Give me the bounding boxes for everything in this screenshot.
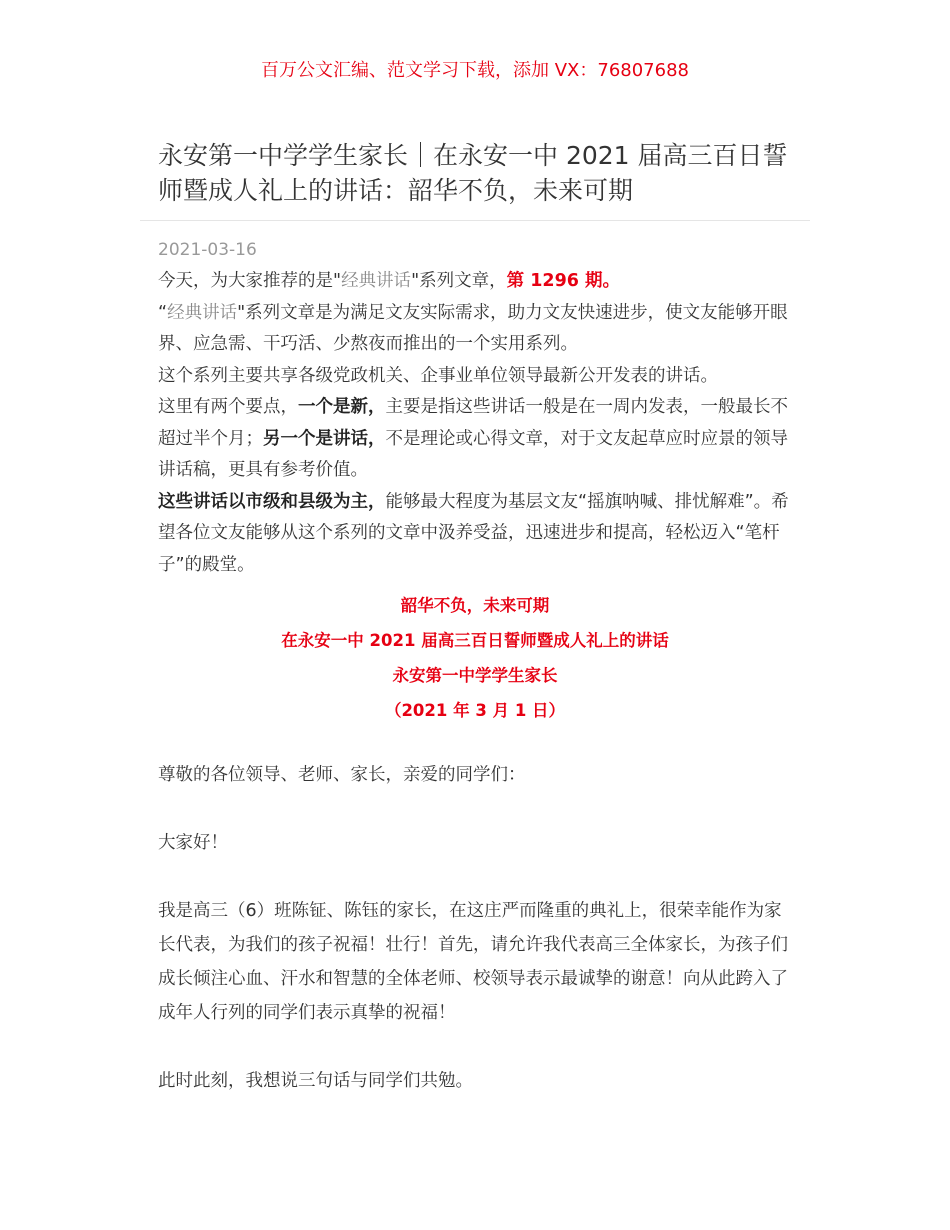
speech-date: （2021 年 3 月 1 日） (384, 701, 566, 720)
intro-paragraph: 这个系列主要共享各级党政机关、企事业单位领导最新公开发表的讲话。 (158, 365, 718, 386)
series-name: 经典讲话 (341, 271, 412, 291)
body-paragraph: 我是高三（6）班陈钲、陈钰的家长，在这庄严而隆重的典礼上，很荣幸能作为家长代表，为我们的孩子祝福！壮行！首先，请允许我代表高三全体家长，为孩子们成长倾注心血、汗水和智慧的全体老师、校领导表示最诚挚的谢意！向从此跨入了成年人行列的同学们表示真挚的祝福！ (158, 901, 788, 1023)
intro-paragraph (158, 298, 794, 361)
intro-paragraph (158, 487, 794, 582)
text: "系列文章是为满足文友实际需求，助力文友快速进步，使文友能够开眼界、应急需、干巧活、少熬夜而推出的一个实用系列。 (158, 302, 788, 354)
intro-paragraph (158, 392, 794, 487)
text: “ (158, 302, 168, 323)
intro-section (158, 266, 794, 581)
text: 今天，为大家推荐的是" (158, 271, 342, 291)
promo-banner: 百万公文汇编、范文学习下载，添加 VX：76807688 (261, 60, 689, 81)
text: "系列文章， (411, 271, 507, 291)
speaker: 永安第一中学学生家长 (392, 666, 558, 685)
text: 主要是指这些讲话一般是在一周内发表，一般最长不超过半个月； (158, 397, 788, 449)
text: 不是理论或心得文章，对于文友起草应时应景的领导讲话稿，更具有参考价值。 (158, 428, 788, 480)
publish-date: 2021-03-16 (158, 240, 257, 260)
body-paragraph: 此时此刻，我想说三句话与同学们共勉。 (158, 1071, 473, 1091)
intro-paragraph (158, 266, 794, 298)
issue-number: 第 1296 期。 (506, 271, 621, 291)
speech-heading (0, 588, 950, 728)
bold-text: 另一个是讲话， (263, 428, 386, 449)
series-name: 经典讲话 (167, 302, 238, 323)
speech-subtitle: 韶华不负，未来可期 (400, 596, 550, 615)
body-paragraph: 尊敬的各位领导、老师、家长，亲爱的同学们： (158, 765, 526, 785)
text: 能够最大程度为基层文友“摇旗呐喊、排忧解难”。希望各位文友能够从这个系列的文章中汲养受益，迅速进步和提高，轻松迈入“笔杆子”的殿堂。 (158, 491, 789, 575)
text: 这里有两个要点， (158, 397, 298, 417)
bold-text: 这些讲话以市级和县级为主， (158, 491, 386, 512)
body-paragraph: 大家好！ (158, 833, 228, 853)
article-title: 永安第一中学学生家长｜在永安一中 2021 届高三百日誓师暨成人礼上的讲话：韶华不负，未来可期 (158, 141, 788, 205)
speech-title: 在永安一中 2021 届高三百日誓师暨成人礼上的讲话 (281, 631, 669, 650)
speech-body (158, 758, 794, 1132)
bold-text: 一个是新， (298, 397, 386, 417)
title-divider (140, 220, 810, 221)
